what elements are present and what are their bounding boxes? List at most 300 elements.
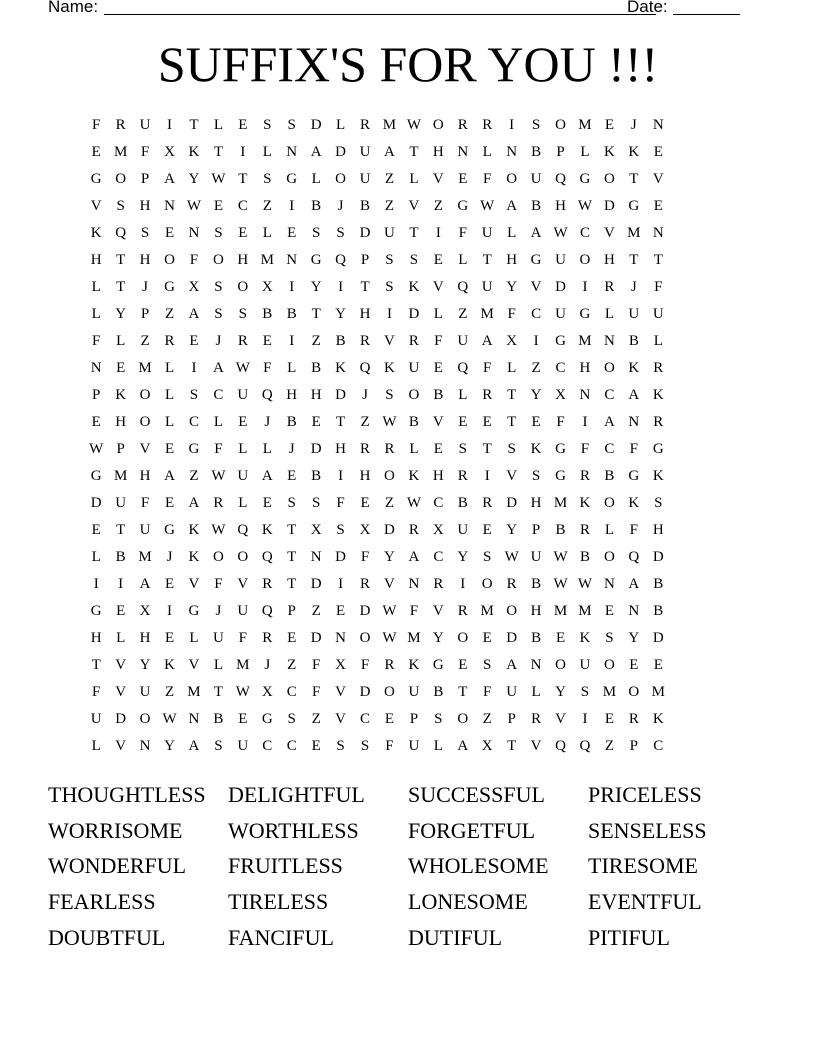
grid-letter: Y: [457, 549, 469, 565]
grid-row: [84, 139, 744, 166]
grid-letter: H: [310, 387, 322, 403]
grid-letter: H: [139, 468, 151, 484]
grid-letter: L: [213, 117, 223, 133]
grid-letter: B: [262, 306, 273, 322]
grid-letter: F: [580, 441, 590, 457]
grid-letter: U: [139, 117, 151, 133]
grid-letter: O: [432, 117, 444, 133]
grid-letter: L: [164, 360, 175, 376]
grid-letter: H: [603, 252, 615, 268]
grid-letter: G: [628, 198, 640, 214]
grid-letter: T: [409, 144, 419, 160]
grid-letter: M: [602, 684, 617, 700]
grid-letter: X: [432, 522, 444, 538]
grid-letter: W: [211, 522, 226, 538]
grid-letter: J: [215, 333, 222, 349]
grid-letter: T: [238, 171, 248, 187]
grid-letter: U: [384, 225, 395, 241]
grid-letter: D: [310, 441, 322, 457]
grid-letter: G: [188, 441, 200, 457]
grid-letter: Q: [555, 738, 566, 754]
grid-letter: K: [90, 225, 102, 241]
grid-letter: K: [408, 468, 420, 484]
grid-letter: Y: [530, 387, 542, 403]
grid-row: [84, 679, 744, 706]
grid-letter: V: [408, 198, 420, 214]
grid-letter: T: [409, 225, 419, 241]
grid-letter: K: [652, 387, 664, 403]
grid-letter: T: [507, 387, 517, 403]
grid-letter: K: [628, 144, 640, 160]
grid-letter: G: [579, 171, 591, 187]
grid-letter: K: [603, 144, 615, 160]
grid-letter: A: [188, 495, 200, 511]
grid-letter: F: [507, 306, 516, 322]
grid-letter: C: [433, 549, 444, 565]
grid-letter: L: [433, 306, 443, 322]
grid-letter: I: [509, 117, 515, 133]
grid-letter: T: [287, 576, 297, 592]
grid-row: [84, 409, 744, 436]
page-title: SUFFIX'S FOR YOU !!!: [157, 36, 659, 92]
grid-letter: E: [458, 657, 468, 673]
grid-letter: M: [627, 225, 641, 241]
grid-letter: K: [530, 441, 542, 457]
grid-letter: U: [555, 252, 566, 268]
grid-letter: J: [337, 198, 344, 214]
grid-letter: L: [458, 387, 468, 403]
grid-letter: E: [238, 225, 248, 241]
grid-letter: N: [139, 738, 151, 754]
grid-letter: X: [188, 279, 200, 295]
grid-row: [84, 706, 744, 733]
grid-letter: E: [287, 630, 297, 646]
grid-letter: J: [215, 603, 222, 619]
grid-letter: F: [654, 279, 663, 295]
grid-letter: Q: [335, 252, 347, 268]
grid-row: [84, 598, 744, 625]
grid-row: [84, 382, 744, 409]
grid-letter: A: [164, 468, 175, 484]
grid-letter: U: [139, 684, 151, 700]
grid-letter: F: [483, 360, 492, 376]
grid-letter: G: [530, 252, 542, 268]
grid-letter: O: [603, 171, 615, 187]
grid-letter: X: [139, 603, 151, 619]
grid-letter: U: [408, 738, 420, 754]
grid-letter: E: [164, 495, 175, 511]
grid-letter: L: [262, 441, 272, 457]
grid-letter: E: [555, 630, 566, 646]
grid-letter: G: [310, 252, 322, 268]
grid-letter: L: [164, 414, 175, 430]
grid-letter: D: [408, 306, 420, 322]
grid-letter: F: [360, 549, 370, 565]
word-bank-item: LONESOME: [408, 889, 528, 915]
grid-letter: B: [335, 333, 346, 349]
grid-letter: B: [579, 549, 590, 565]
grid-letter: Q: [261, 549, 273, 565]
grid-letter: Y: [115, 306, 127, 322]
grid-letter: T: [213, 684, 223, 700]
grid-letter: V: [188, 576, 200, 592]
grid-letter: N: [579, 387, 591, 403]
word-bank: [48, 778, 768, 956]
word-bank-item: FANCIFUL: [228, 924, 334, 950]
grid-letter: B: [555, 522, 566, 538]
grid-letter: Z: [482, 711, 492, 727]
grid-letter: L: [482, 144, 492, 160]
grid-letter: T: [91, 657, 101, 673]
grid-letter: A: [457, 738, 469, 754]
grid-letter: V: [90, 198, 102, 214]
grid-row: [84, 490, 744, 517]
grid-letter: C: [653, 738, 664, 754]
grid-letter: E: [482, 522, 492, 538]
grid-letter: H: [555, 198, 566, 214]
grid-letter: D: [335, 144, 347, 160]
grid-letter: V: [530, 738, 542, 754]
grid-letter: V: [432, 279, 444, 295]
grid-letter: O: [164, 252, 175, 268]
grid-letter: I: [338, 468, 344, 484]
grid-letter: C: [286, 684, 297, 700]
grid-letter: G: [164, 279, 175, 295]
grid-letter: E: [189, 333, 199, 349]
grid-letter: J: [630, 279, 637, 295]
grid-letter: K: [384, 360, 395, 376]
grid-letter: N: [164, 198, 175, 214]
grid-letter: K: [628, 495, 640, 511]
grid-letter: J: [288, 441, 295, 457]
grid-row: [84, 625, 744, 652]
grid-letter: M: [138, 549, 152, 565]
grid-letter: R: [653, 360, 664, 376]
grid-letter: E: [336, 603, 346, 619]
grid-letter: F: [629, 522, 639, 538]
grid-letter: W: [211, 171, 226, 187]
grid-letter: S: [311, 495, 321, 511]
grid-letter: J: [264, 657, 271, 673]
name-label: Name:: [48, 0, 99, 16]
grid-letter: A: [628, 387, 640, 403]
grid-letter: A: [310, 144, 322, 160]
grid-letter: O: [335, 171, 347, 187]
grid-letter: F: [409, 603, 419, 619]
grid-letter: Y: [628, 630, 640, 646]
grid-letter: W: [382, 630, 397, 646]
grid-letter: L: [311, 171, 321, 187]
grid-letter: P: [531, 522, 541, 538]
grid-letter: O: [603, 360, 615, 376]
grid-letter: C: [579, 225, 590, 241]
grid-letter: S: [654, 495, 663, 511]
grid-letter: A: [408, 549, 420, 565]
grid-letter: N: [652, 225, 664, 241]
grid-letter: K: [164, 657, 175, 673]
grid-letter: X: [359, 522, 371, 538]
grid-letter: S: [605, 630, 614, 646]
word-bank-item: TIRESOME: [588, 853, 698, 879]
grid-letter: Y: [188, 171, 200, 187]
grid-letter: B: [115, 549, 126, 565]
grid-letter: W: [406, 117, 421, 133]
grid-letter: I: [484, 468, 490, 484]
word-bank-item: WHOLESOME: [408, 853, 549, 879]
grid-letter: N: [652, 117, 664, 133]
grid-letter: C: [555, 360, 566, 376]
grid-letter: X: [555, 387, 566, 403]
grid-letter: D: [506, 495, 518, 511]
grid-row: [84, 193, 744, 220]
grid-letter: A: [188, 306, 200, 322]
grid-letter: F: [434, 333, 443, 349]
grid-letter: N: [506, 144, 518, 160]
grid-letter: H: [359, 306, 371, 322]
grid-letter: B: [531, 576, 542, 592]
grid-letter: F: [311, 657, 321, 673]
grid-letter: U: [237, 738, 249, 754]
grid-letter: V: [432, 414, 444, 430]
grid-letter: E: [604, 711, 614, 727]
grid-letter: I: [118, 576, 124, 592]
grid-letter: O: [579, 252, 591, 268]
grid-letter: Z: [164, 684, 175, 700]
word-bank-item: WORRISOME: [48, 817, 183, 843]
grid-letter: H: [530, 603, 542, 619]
grid-letter: E: [604, 117, 614, 133]
grid-letter: O: [359, 630, 371, 646]
grid-letter: I: [338, 576, 344, 592]
grid-row: [84, 166, 744, 193]
grid-letter: V: [530, 279, 542, 295]
grid-letter: V: [555, 711, 566, 727]
grid-letter: C: [433, 495, 444, 511]
grid-letter: E: [262, 495, 272, 511]
grid-letter: A: [506, 657, 518, 673]
grid-letter: O: [237, 279, 249, 295]
grid-letter: Z: [458, 306, 468, 322]
grid-letter: T: [482, 441, 492, 457]
grid-letter: X: [506, 333, 518, 349]
grid-letter: S: [483, 549, 492, 565]
grid-letter: F: [385, 738, 394, 754]
grid-letter: Y: [432, 630, 444, 646]
word-bank-item: WORTHLESS: [228, 817, 359, 843]
grid-letter: F: [336, 495, 345, 511]
grid-letter: B: [433, 684, 444, 700]
grid-letter: E: [164, 630, 175, 646]
grid-letter: G: [286, 171, 298, 187]
grid-letter: O: [408, 387, 420, 403]
grid-letter: R: [384, 441, 395, 457]
grid-letter: B: [628, 333, 639, 349]
grid-letter: O: [628, 684, 640, 700]
grid-letter: A: [384, 144, 395, 160]
grid-letter: E: [653, 657, 663, 673]
grid-row: [84, 733, 744, 760]
grid-letter: B: [311, 468, 322, 484]
grid-letter: U: [359, 144, 371, 160]
grid-letter: R: [408, 522, 419, 538]
grid-letter: U: [530, 549, 542, 565]
grid-letter: V: [237, 576, 249, 592]
word-bank-item: THOUGHTLESS: [48, 782, 206, 807]
grid-letter: S: [434, 711, 443, 727]
grid-letter: E: [531, 414, 541, 430]
grid-letter: E: [213, 198, 223, 214]
grid-letter: S: [385, 252, 394, 268]
grid-letter: Z: [189, 468, 199, 484]
grid-letter: U: [579, 657, 591, 673]
grid-letter: O: [603, 657, 615, 673]
grid-letter: E: [433, 441, 443, 457]
grid-letter: K: [408, 279, 420, 295]
grid-letter: R: [164, 333, 175, 349]
grid-letter: G: [555, 441, 566, 457]
grid-letter: L: [189, 630, 199, 646]
grid-letter: Q: [261, 603, 273, 619]
grid-letter: I: [240, 144, 246, 160]
grid-letter: F: [140, 144, 150, 160]
grid-letter: T: [653, 252, 663, 268]
grid-letter: I: [289, 279, 295, 295]
grid-letter: T: [629, 252, 639, 268]
grid-letter: I: [460, 576, 466, 592]
grid-letter: U: [237, 603, 249, 619]
grid-letter: X: [164, 144, 175, 160]
grid-letter: P: [629, 738, 639, 754]
grid-letter: A: [603, 414, 615, 430]
grid-letter: E: [287, 468, 297, 484]
grid-letter: L: [507, 225, 517, 241]
grid-letter: N: [188, 225, 200, 241]
word-bank-item: DELIGHTFUL: [228, 782, 365, 807]
grid-letter: R: [506, 576, 517, 592]
grid-letter: C: [213, 387, 224, 403]
grid-letter: M: [138, 360, 152, 376]
grid-letter: M: [187, 684, 201, 700]
grid-letter: V: [506, 468, 518, 484]
grid-letter: H: [286, 387, 298, 403]
grid-letter: E: [164, 576, 175, 592]
grid-row: [84, 517, 744, 544]
grid-row: [84, 571, 744, 598]
grid-letter: H: [579, 360, 591, 376]
grid-letter: T: [507, 738, 517, 754]
grid-letter: C: [531, 306, 542, 322]
grid-letter: T: [629, 171, 639, 187]
grid-letter: P: [287, 603, 296, 619]
grid-letter: U: [212, 630, 224, 646]
grid-letter: D: [555, 279, 566, 295]
grid-letter: R: [579, 468, 590, 484]
grid-letter: R: [213, 495, 224, 511]
grid-letter: G: [261, 711, 273, 727]
grid-letter: R: [604, 279, 615, 295]
grid-letter: B: [286, 414, 297, 430]
grid-letter: E: [116, 360, 126, 376]
grid-letter: O: [506, 603, 518, 619]
grid-letter: R: [457, 117, 468, 133]
word-search-grid: [84, 112, 744, 760]
grid-letter: L: [531, 684, 541, 700]
grid-letter: E: [91, 144, 101, 160]
grid-letter: L: [409, 171, 419, 187]
grid-letter: W: [553, 225, 568, 241]
grid-letter: D: [310, 117, 322, 133]
grid-letter: E: [91, 522, 101, 538]
grid-letter: M: [651, 684, 665, 700]
grid-letter: S: [214, 306, 223, 322]
grid-letter: I: [289, 333, 295, 349]
grid-letter: C: [237, 198, 248, 214]
grid-letter: B: [531, 144, 542, 160]
grid-letter: B: [408, 414, 419, 430]
grid-letter: F: [311, 684, 321, 700]
grid-letter: H: [139, 630, 151, 646]
grid-letter: M: [382, 117, 397, 133]
grid-letter: W: [577, 198, 593, 214]
grid-row: [84, 355, 744, 382]
word-bank-item: PRICELESS: [588, 782, 702, 807]
grid-letter: G: [652, 441, 664, 457]
grid-letter: E: [311, 738, 321, 754]
grid-letter: W: [553, 576, 568, 592]
grid-letter: T: [116, 252, 126, 268]
grid-letter: G: [432, 657, 444, 673]
grid-letter: D: [335, 549, 347, 565]
grid-letter: N: [286, 252, 298, 268]
grid-letter: H: [90, 630, 102, 646]
grid-letter: B: [311, 198, 322, 214]
grid-letter: U: [90, 711, 102, 727]
grid-letter: R: [360, 576, 371, 592]
grid-row: [84, 220, 744, 247]
grid-letter: O: [139, 387, 151, 403]
grid-letter: L: [262, 144, 272, 160]
grid-letter: C: [604, 441, 615, 457]
grid-letter: E: [238, 117, 248, 133]
grid-letter: P: [409, 711, 419, 727]
grid-letter: C: [360, 711, 371, 727]
grid-letter: S: [409, 252, 419, 268]
grid-letter: J: [166, 549, 173, 565]
grid-letter: S: [214, 225, 223, 241]
grid-letter: P: [92, 387, 101, 403]
grid-letter: A: [212, 360, 224, 376]
grid-letter: L: [653, 333, 663, 349]
grid-letter: Z: [384, 171, 395, 187]
grid-letter: I: [167, 603, 173, 619]
grid-letter: D: [359, 684, 371, 700]
grid-letter: T: [482, 252, 492, 268]
grid-letter: H: [506, 252, 518, 268]
grid-letter: Q: [579, 738, 591, 754]
grid-letter: I: [386, 306, 392, 322]
grid-letter: L: [238, 495, 248, 511]
grid-letter: E: [653, 144, 663, 160]
grid-letter: R: [457, 603, 468, 619]
grid-letter: H: [139, 252, 151, 268]
grid-letter: B: [604, 468, 615, 484]
grid-letter: S: [287, 495, 296, 511]
grid-letter: W: [553, 549, 568, 565]
grid-letter: S: [531, 117, 541, 133]
grid-letter: E: [360, 495, 370, 511]
grid-letter: E: [164, 225, 175, 241]
grid-letter: V: [432, 603, 444, 619]
